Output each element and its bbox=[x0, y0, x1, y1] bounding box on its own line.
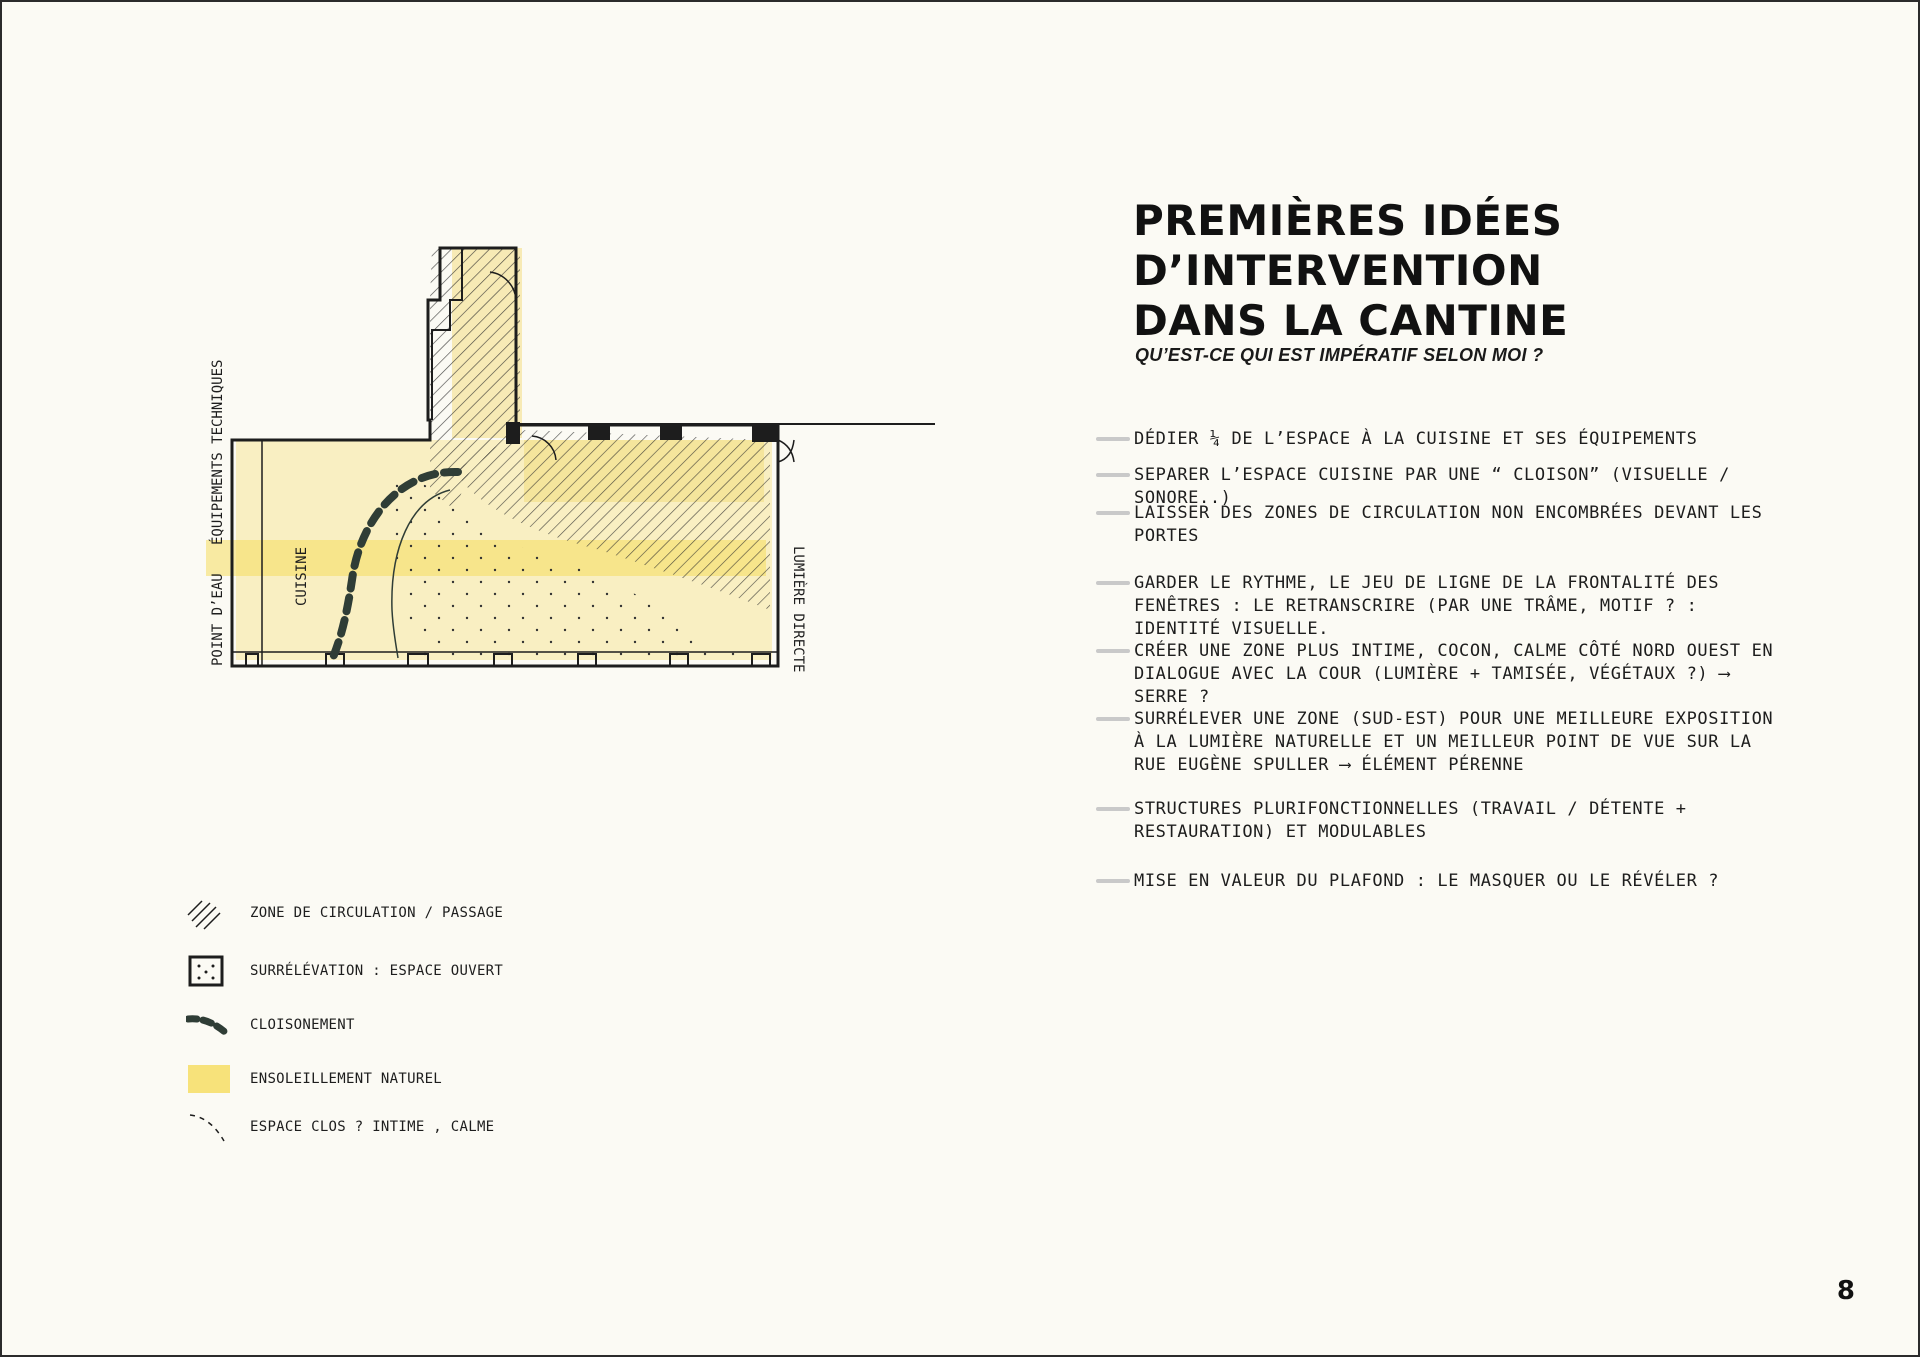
legend-label: SURRÉLÉVATION : ESPACE OUVERT bbox=[250, 963, 504, 979]
note-item bbox=[1096, 572, 1786, 641]
title-line-1: PREMIÈRES IDÉES D’INTERVENTION bbox=[1133, 196, 1563, 295]
legend-item-partition bbox=[186, 1007, 586, 1047]
legend-item-raised bbox=[186, 953, 586, 993]
question-heading: QU’EST-CE QUI EST IMPÉRATIF SELON MOI ? bbox=[1135, 345, 1544, 365]
dash-mark bbox=[1096, 437, 1130, 441]
dash-mark bbox=[1096, 879, 1130, 883]
page-title bbox=[1133, 196, 1833, 346]
window-pier bbox=[506, 422, 520, 444]
legend-label: ENSOLEILLEMENT NATUREL bbox=[250, 1071, 443, 1087]
label-point-eau: POINT D’EAU bbox=[210, 573, 226, 666]
legend-label: ESPACE CLOS ? INTIME , CALME bbox=[250, 1119, 495, 1135]
note-item bbox=[1096, 798, 1786, 844]
note-item bbox=[1096, 428, 1786, 451]
window-pier bbox=[660, 426, 682, 440]
note-item bbox=[1096, 870, 1786, 893]
title-line-2: DANS LA CANTINE bbox=[1133, 296, 1569, 345]
window-pier bbox=[752, 426, 778, 442]
note-text: LAISSER DES ZONES DE CIRCULATION NON ENCOMBRÉES DEVANT LES PORTES bbox=[1134, 503, 1763, 546]
dash-mark bbox=[1096, 649, 1130, 653]
legend-item-intimate bbox=[186, 1109, 586, 1149]
note-text: GARDER LE RYTHME, LE JEU DE LIGNE DE LA FRONTALITÉ DES FENÊTRES : LE RETRANSCRIRE (PAR UNE TRÂME, MOTIF ? : IDENTITÉ VISUELLE. bbox=[1134, 573, 1720, 639]
note-text: STRUCTURES PLURIFONCTIONNELLES (TRAVAIL / DÉTENTE + RESTAURATION) ET MODULABLES bbox=[1134, 799, 1687, 842]
label-equipements: ÉQUIPEMENTS TECHNIQUES bbox=[210, 359, 226, 545]
legend-item-circulation bbox=[186, 895, 586, 935]
note-item bbox=[1096, 708, 1786, 777]
dash-mark bbox=[1096, 581, 1130, 585]
hatch-icon bbox=[186, 895, 230, 931]
note-item bbox=[1096, 502, 1786, 548]
note-text: SURRÉLEVER UNE ZONE (SUD-EST) POUR UNE MEILLEURE EXPOSITION À LA LUMIÈRE NATURELLE ET UN MEILLEUR POINT DE VUE SUR LA RUE EUGÈNE SPULLER ⟶ ÉLÉMENT PÉRENNE bbox=[1134, 709, 1774, 775]
dotted-square-icon bbox=[186, 953, 230, 989]
label-cuisine: CUISINE bbox=[294, 546, 310, 606]
note-text: DÉDIER ¼ DE L’ESPACE À LA CUISINE ET SES ÉQUIPEMENTS bbox=[1134, 429, 1698, 449]
dash-mark bbox=[1096, 511, 1130, 515]
thin-dashed-curve-icon bbox=[186, 1109, 230, 1145]
floor-plan bbox=[0, 0, 1000, 760]
dashed-line-icon bbox=[186, 1007, 230, 1043]
yellow-swatch-icon bbox=[186, 1061, 230, 1097]
dash-mark bbox=[1096, 473, 1130, 477]
door-swing-east bbox=[778, 440, 794, 462]
label-lumiere-directe: LUMIÈRE DIRECTE bbox=[790, 546, 806, 673]
legend-label: CLOISONEMENT bbox=[250, 1017, 355, 1033]
legend-label: ZONE DE CIRCULATION / PASSAGE bbox=[250, 905, 504, 921]
note-text: MISE EN VALEUR DU PLAFOND : LE MASQUER OU LE RÉVÉLER ? bbox=[1134, 871, 1720, 891]
legend-item-sunlight bbox=[186, 1061, 586, 1101]
window-pier bbox=[588, 426, 610, 440]
page-number: 8 bbox=[1836, 1276, 1855, 1306]
note-text: SEPARER L’ESPACE CUISINE PAR UNE “ CLOISON” (VISUELLE / SONORE..) bbox=[1134, 465, 1730, 508]
dash-mark bbox=[1096, 807, 1130, 811]
dash-mark bbox=[1096, 717, 1130, 721]
note-item bbox=[1096, 640, 1786, 709]
note-text: CRÉER UNE ZONE PLUS INTIME, COCON, CALME CÔTÉ NORD OUEST EN DIALOGUE AVEC LA COUR (LUMIÈRE + TAMISÉE, VÉGÉTAUX ?) ⟶ SERRE ? bbox=[1134, 641, 1774, 707]
